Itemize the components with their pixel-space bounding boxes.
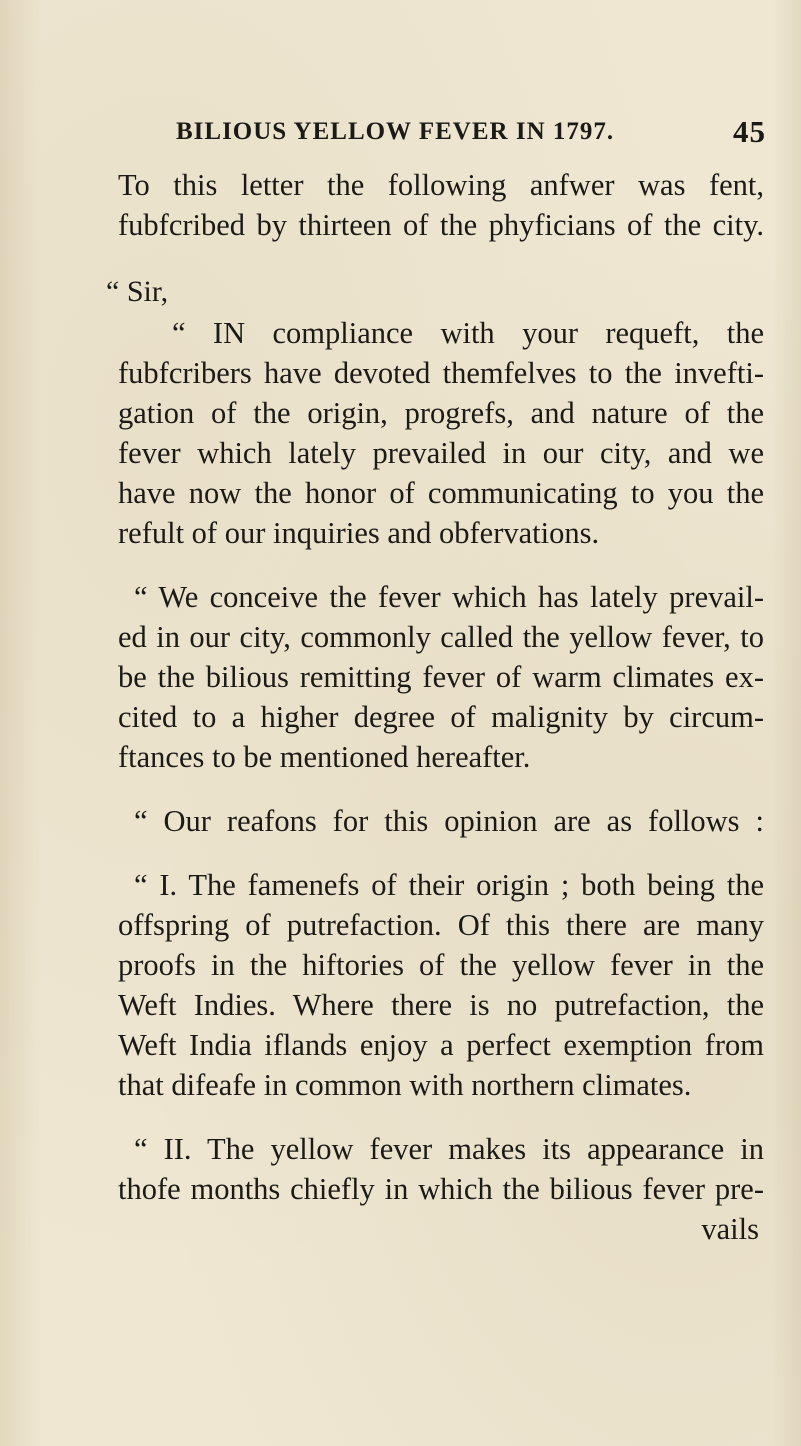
text-line: fubfcribed by thirteen of the phyficians of the city. — [118, 208, 764, 242]
catchword: vails — [701, 1212, 759, 1246]
text-line: “ I. The famenefs of their origin ; both being the — [134, 868, 764, 902]
text-line: “ Our reafons for this opinion are as follows : — [134, 804, 764, 838]
text-line: offspring of putrefaction. Of this there are many — [118, 908, 764, 942]
text-line: cited to a higher degree of malignity by circum- — [118, 700, 764, 734]
text-line: have now the honor of communicating to you the — [118, 476, 764, 510]
text-line: refult of our inquiries and obfervations. — [118, 516, 600, 550]
text-line: “ II. The yellow fever makes its appearance in — [134, 1132, 764, 1166]
text-line: ftances to be mentioned hereafter. — [118, 740, 531, 774]
text-line: ed in our city, commonly called the yellow fever, to — [118, 620, 764, 654]
text-line: thofe months chiefly in which the bilious fever pre- — [118, 1172, 764, 1206]
running-head — [176, 114, 766, 158]
salutation: “ Sir, — [106, 275, 169, 308]
text-line: fever which lately prevailed in our city, and we — [118, 436, 764, 470]
running-head-title: BILIOUS YELLOW FEVER IN 1797. — [176, 118, 615, 145]
page-number: 45 — [733, 114, 766, 149]
text-line: Weft India iflands enjoy a perfect exemption from — [118, 1028, 764, 1062]
text-line: be the bilious remitting fever of warm climates ex- — [118, 660, 764, 694]
text-line: “ We conceive the fever which has lately prevail- — [134, 580, 764, 614]
text-line: To this letter the following anfwer was fent, — [118, 168, 764, 202]
text-line: Weft Indies. Where there is no putrefaction, the — [118, 988, 764, 1022]
text-line: proofs in the hiftories of the yellow fever in the — [118, 948, 764, 982]
text-line: fubfcribers have devoted themfelves to the invefti- — [118, 356, 764, 390]
text-line: “ IN compliance with your requeft, the — [172, 316, 764, 350]
text-line: gation of the origin, progrefs, and nature of the — [118, 396, 764, 430]
text-line: that difeafe in common with northern climates. — [118, 1068, 692, 1102]
